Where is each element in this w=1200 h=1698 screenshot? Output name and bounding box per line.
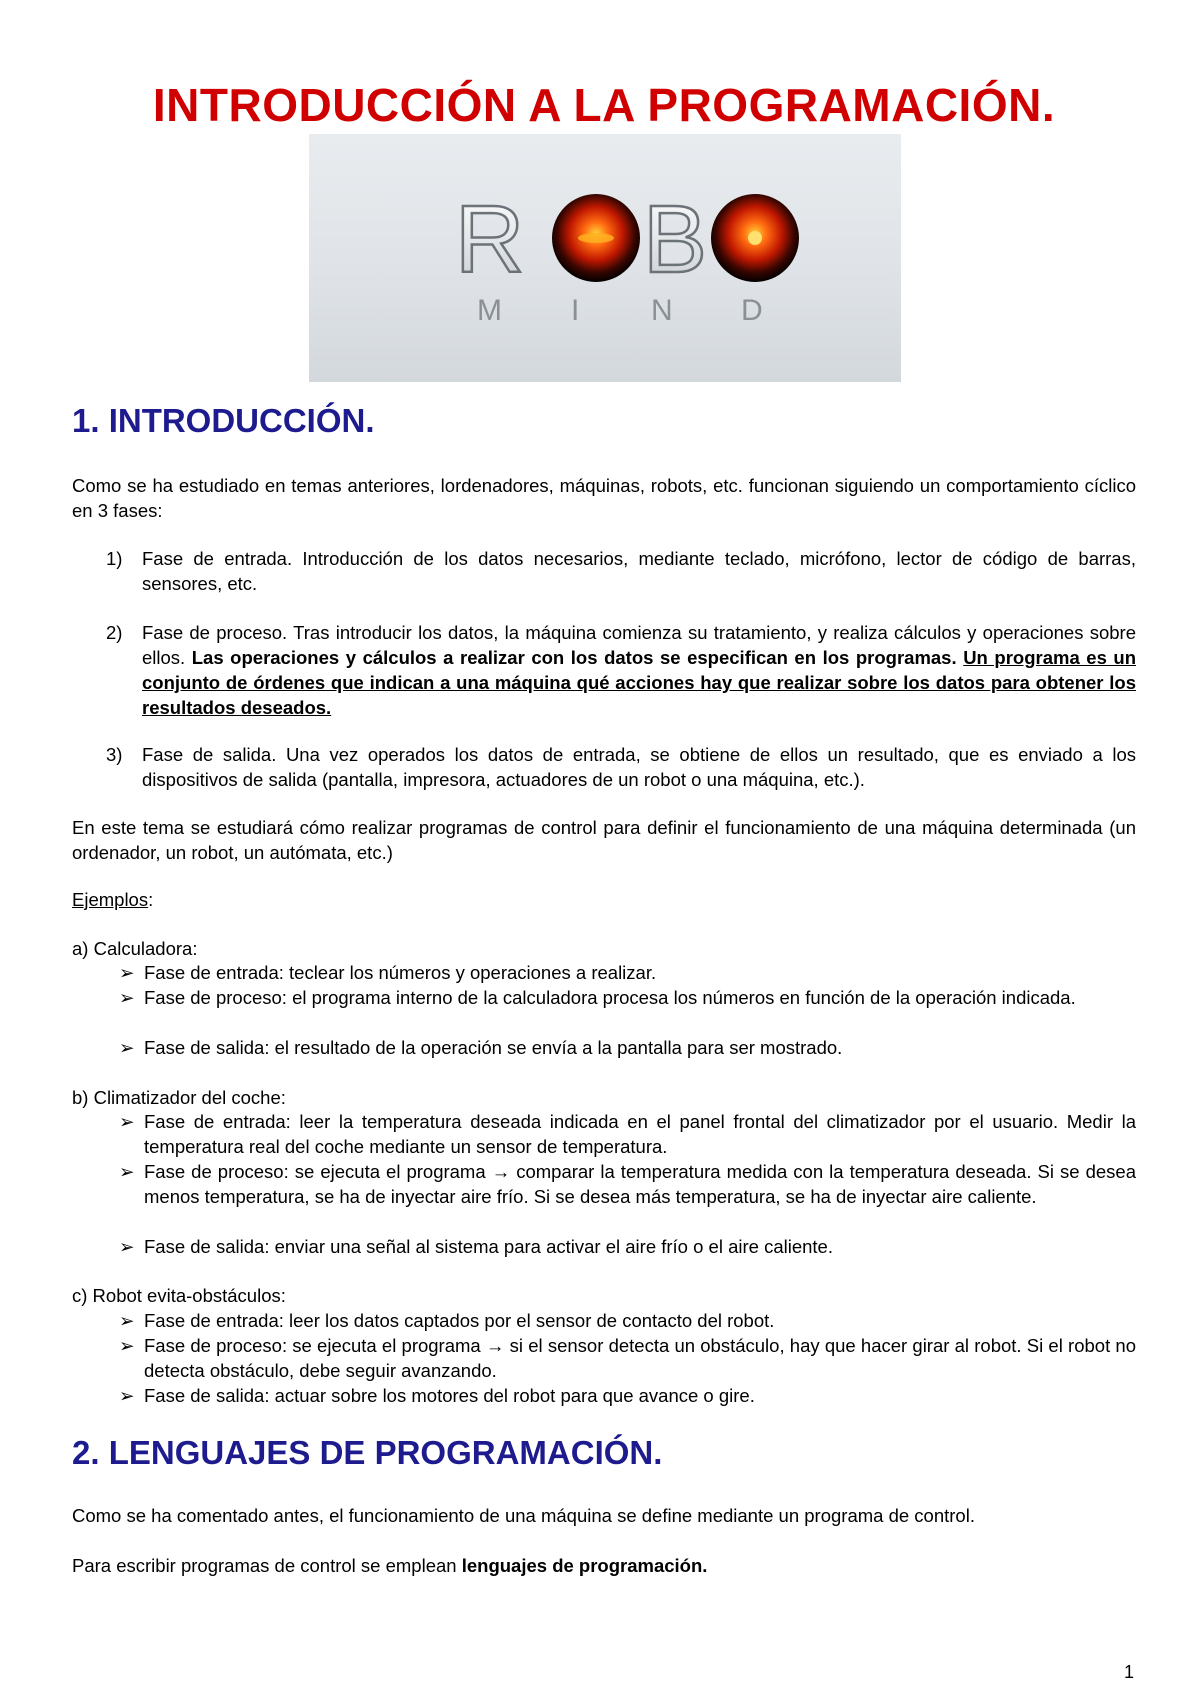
arrow-bullet-icon: ➢ <box>119 962 135 983</box>
logo-letter-r: R <box>455 186 525 293</box>
robomind-logo <box>309 134 901 382</box>
arrow-bullet-icon: ➢ <box>119 987 135 1008</box>
list-item: ➢ Fase de entrada: leer los datos captados por el sensor de contacto del robot. <box>119 1310 775 1331</box>
phase-item-2 <box>106 620 1136 720</box>
page-number: 1 <box>1124 1662 1135 1682</box>
logo-sub-m: M <box>477 294 502 327</box>
example-label-a: a) Calculadora: <box>72 938 198 959</box>
phase-text: Fase de entrada. Introducción de los datos necesarios, mediante teclado, micrófono, lector de código de barras, sensores, etc. <box>142 548 1136 594</box>
arrow-bullet-icon: ➢ <box>119 1111 135 1132</box>
example-label-b: b) Climatizador del coche: <box>72 1087 286 1108</box>
arrow-bullet-icon: ➢ <box>119 1385 135 1406</box>
list-item: ➢ Fase de entrada: teclear los números y operaciones a realizar. <box>119 962 657 983</box>
section1-heading: 1. INTRODUCCIÓN. <box>72 402 375 439</box>
logo-sub-n: N <box>651 294 673 327</box>
phase-item-1 <box>106 546 1136 596</box>
examples-label: Ejemplos: <box>72 889 154 910</box>
programming-languages-term: lenguajes de programación. <box>461 1555 708 1576</box>
robomind-logo-graphic <box>309 134 901 382</box>
logo-letter-b: B <box>643 186 708 293</box>
arrow-bullet-icon: ➢ <box>119 1037 135 1058</box>
example-label-c: c) Robot evita-obstáculos: <box>72 1285 286 1306</box>
section1-paragraph: En este tema se estudiará cómo realizar programas de control para definir el funcionamiento de una máquina determinada (un ordenador, un robot, un autómata, etc.) <box>72 817 1136 863</box>
list-item: ➢ Fase de entrada: leer la temperatura deseada indicada en el panel frontal del climatizador por el usuario. Medir la temperatura real del coche mediante un sensor de temperatura. <box>119 1111 1136 1157</box>
phase-number: 1) <box>106 548 123 569</box>
program-definition: Un programa es un conjunto de órdenes que indican a una máquina qué acciones hay que realizar sobre los datos para obtener los resultados deseados. <box>142 647 1137 718</box>
arrow-bullet-icon: ➢ <box>119 1161 135 1182</box>
list-item: ➢ Fase de proceso: el programa interno de la calculadora procesa los números en función de la operación indicada. <box>119 987 1076 1008</box>
list-item: ➢ Fase de salida: actuar sobre los motores del robot para que avance o gire. <box>119 1385 755 1406</box>
phase-item-3 <box>106 742 1136 792</box>
logo-sub-d: D <box>741 294 763 327</box>
phase-number: 2) <box>106 622 123 643</box>
list-item: ➢ Fase de salida: enviar una señal al sistema para activar el aire frío o el aire caliente. <box>119 1236 833 1257</box>
section1-intro: Como se ha estudiado en temas anteriores, lordenadores, máquinas, robots, etc. funcionan siguiendo un comportamiento cíclico en 3 fases: <box>72 475 1136 521</box>
arrow-bullet-icon: ➢ <box>119 1335 135 1356</box>
section2-heading: 2. LENGUAJES DE PROGRAMACIÓN. <box>72 1434 663 1471</box>
logo-sub-i: I <box>571 294 580 327</box>
arrow-bullet-icon: ➢ <box>119 1236 135 1257</box>
phase-text: Fase de proceso. Tras introducir los datos, la máquina comienza su tratamiento, y realiza cálculos y operaciones sobre ellos. Las operaciones y cálculos a realizar con los datos se especifican en los programas. Un programa es un conjunto de órdenes que indican a una máquina qué acciones hay que realizar sobre los datos para obtener los resultados deseados. <box>142 622 1137 718</box>
section2-paragraph-2: Para escribir programas de control se emplean lenguajes de programación. <box>72 1555 708 1576</box>
list-item: ➢ Fase de proceso: se ejecuta el programa → si el sensor detecta un obstáculo, hay que hacer girar al robot. Si el robot no detecta obstáculo, debe seguir avanzando. <box>119 1335 1136 1381</box>
arrow-bullet-icon: ➢ <box>119 1310 135 1331</box>
phase-number: 3) <box>106 744 123 765</box>
document-title: INTRODUCCIÓN A LA PROGRAMACIÓN. <box>152 79 1056 131</box>
section2-paragraph-1: Como se ha comentado antes, el funcionamiento de una máquina se define mediante un programa de control. <box>72 1505 975 1526</box>
phase-bold-text: Las operaciones y cálculos a realizar con los datos se especifican en los programas. <box>191 647 957 668</box>
list-item: ➢ Fase de proceso: se ejecuta el programa → comparar la temperatura medida con la temperatura deseada. Si se desea menos temperatura, se ha de inyectar aire frío. Si se desea más temperatura, se ha de inyectar aire caliente. <box>119 1161 1136 1207</box>
list-item: ➢ Fase de salida: el resultado de la operación se envía a la pantalla para ser mostrado. <box>119 1037 843 1058</box>
phase-text: Fase de salida. Una vez operados los datos de entrada, se obtiene de ellos un resultado, que es enviado a los dispositivos de salida (pantalla, impresora, actuadores de un robot o una máquina, etc.). <box>142 744 1136 790</box>
